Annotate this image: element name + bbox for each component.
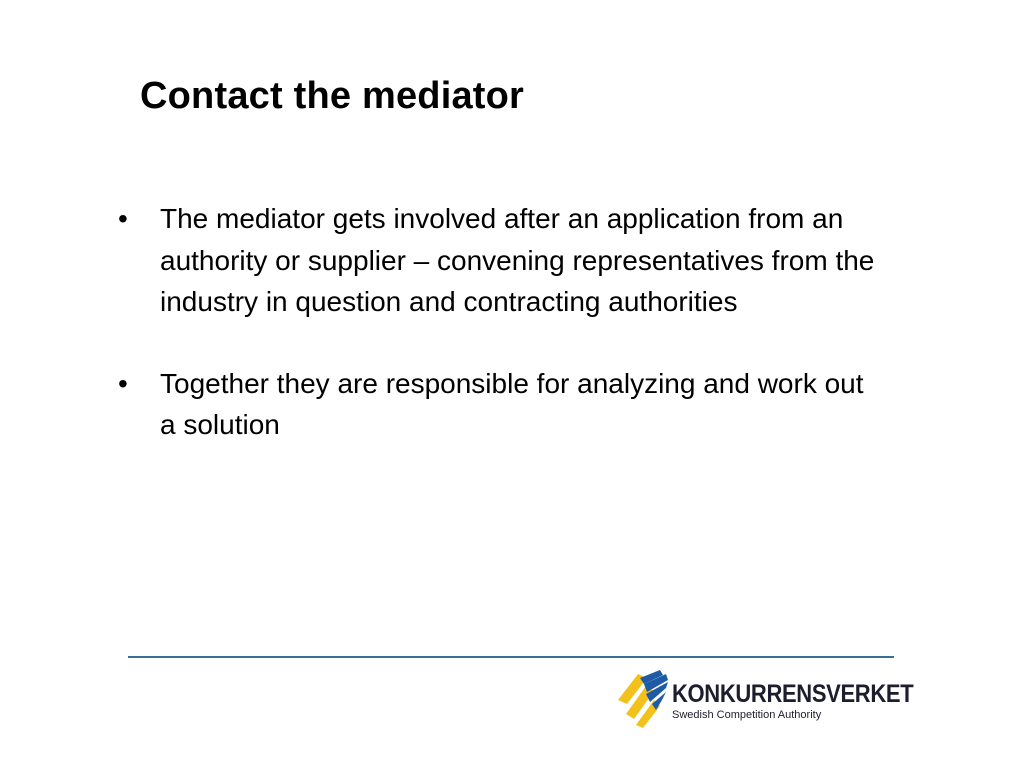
logo-tagline: Swedish Competition Authority <box>672 709 822 721</box>
bullet-list <box>118 198 878 486</box>
bullet-text: The mediator gets involved after an application from an authority or supplier – convening representatives from the industry in question and contracting authorities <box>160 203 875 317</box>
bullet-item <box>118 363 878 446</box>
bullet-item <box>118 198 878 323</box>
konkurrensverket-logo-icon <box>616 670 670 728</box>
footer-divider <box>128 656 894 658</box>
bullet-marker: • <box>118 203 128 234</box>
slide-title: Contact the mediator <box>140 75 525 117</box>
konkurrensverket-logo <box>616 670 914 728</box>
logo-name: KONKURRENSVERKET <box>672 680 914 708</box>
bullet-text: Together they are responsible for analyzing and work out a solution <box>160 367 864 440</box>
bullet-marker: • <box>118 367 128 399</box>
